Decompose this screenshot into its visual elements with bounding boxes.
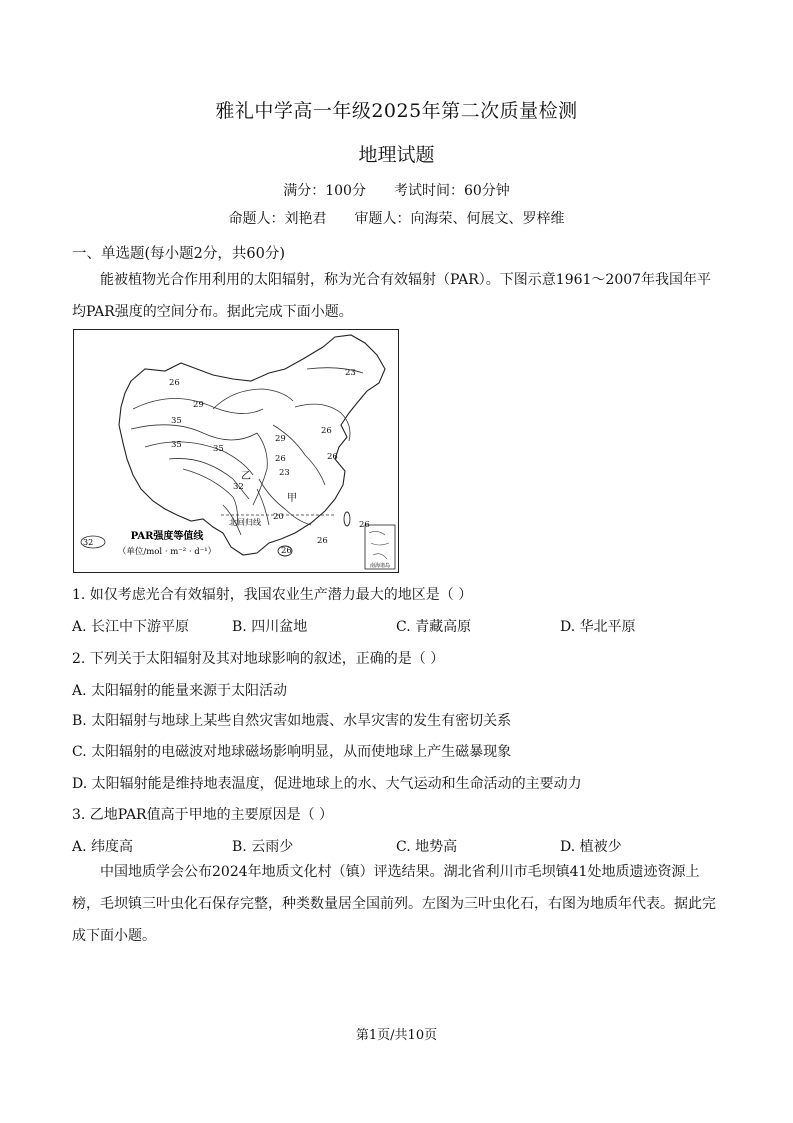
- tropic-label: 北回归线: [229, 518, 261, 527]
- passage-trilobite: 中国地质学会公布2024年地质文化村（镇）评选结果。湖北省利川市毛坝镇41处地质遗迹资源上榜，毛坝镇三叶虫化石保存完整，种类数量居全国前列。左图为三叶虫化石，右图为地质年代表。据此完成下面小题。: [72, 864, 716, 944]
- contour-label: 32: [233, 482, 244, 492]
- contour-label: 35: [171, 416, 182, 426]
- legend-sample-value: 32: [83, 538, 94, 547]
- question-1-option-d[interactable]: D. 华北平原: [560, 619, 636, 635]
- question-1-option-a[interactable]: A. 长江中下游平原: [72, 619, 190, 635]
- question-2-option-d[interactable]: D. 太阳辐射能是维持地表温度，促进地球上的水、大气运动和生命活动的主要动力: [72, 776, 582, 792]
- section-heading: 一、单选题(每小题2分，共60分): [72, 246, 285, 262]
- exam-subject: 地理试题: [358, 144, 435, 166]
- question-3-option-c[interactable]: C. 地势高: [396, 839, 458, 855]
- contour-label: 26: [317, 536, 328, 546]
- full-score: 满分：100分: [283, 183, 366, 199]
- contour-label: 29: [275, 434, 286, 444]
- question-3-option-d[interactable]: D. 植被少: [560, 839, 622, 855]
- question-1-option-b[interactable]: B. 四川盆地: [232, 619, 308, 635]
- contour-label: 29: [193, 400, 204, 410]
- question-2-option-a[interactable]: A. 太阳辐射的能量来源于太阳活动: [72, 683, 288, 699]
- contour-label: 26: [359, 520, 370, 530]
- question-2-option-c[interactable]: C. 太阳辐射的电磁波对地球磁场影响明显，从而使地球上产生磁暴现象: [72, 744, 512, 760]
- question-2-option-b[interactable]: B. 太阳辐射与地球上某些自然灾害如地震、水旱灾害的发生有密切关系: [72, 713, 512, 729]
- contour-label: 26: [275, 454, 286, 464]
- question-1-stem: 1. 如仅考虑光合有效辐射，我国农业生产潜力最大的地区是（ ）: [72, 587, 473, 603]
- contour-label: 26: [321, 426, 332, 436]
- contour-label: 23: [279, 468, 290, 478]
- question-reviewer: 审题人：向海荣、何展文、罗梓维: [354, 211, 565, 227]
- place-jia: 甲: [287, 493, 297, 504]
- legend-title: PAR强度等值线: [130, 531, 204, 542]
- question-3-option-b[interactable]: B. 云雨少: [232, 839, 294, 855]
- exam-title: 雅礼中学高一年级2025年第二次质量检测: [215, 100, 578, 122]
- place-yi: 乙: [241, 471, 251, 482]
- question-3-option-a[interactable]: A. 纬度高: [72, 839, 134, 855]
- exam-meta-line1: [0, 180, 793, 200]
- contour-label: 26: [169, 378, 180, 388]
- contour-label: 26: [327, 452, 338, 462]
- question-setter: 命题人：刘艳君: [228, 211, 327, 227]
- contour-label: 35: [171, 440, 182, 450]
- passage-par: 能被植物光合作用利用的太阳辐射，称为光合有效辐射（PAR）。下图示意1961～2007年我国年平均PAR强度的空间分布。据此完成下面小题。: [72, 272, 712, 320]
- contour-label: 26: [281, 546, 292, 556]
- exam-meta-line2: [0, 208, 793, 228]
- inset-label: 南海诸岛: [369, 563, 391, 569]
- question-1-option-c[interactable]: C. 青藏高原: [396, 619, 472, 635]
- contour-label: 20: [273, 512, 284, 522]
- legend-unit: （单位/mol · m⁻² · d⁻¹）: [117, 547, 217, 557]
- contour-label: 35: [213, 444, 224, 454]
- question-3-stem: 3. 乙地PAR值高于甲地的主要原因是（ ）: [72, 807, 334, 823]
- question-2-stem: 2. 下列关于太阳辐射及其对地球影响的叙述，正确的是（ ）: [72, 651, 445, 667]
- page-footer: 第1页/共10页: [355, 1028, 438, 1043]
- par-map-figure: [73, 329, 399, 573]
- contour-label: 23: [345, 368, 356, 378]
- exam-time: 考试时间：60分钟: [393, 183, 510, 199]
